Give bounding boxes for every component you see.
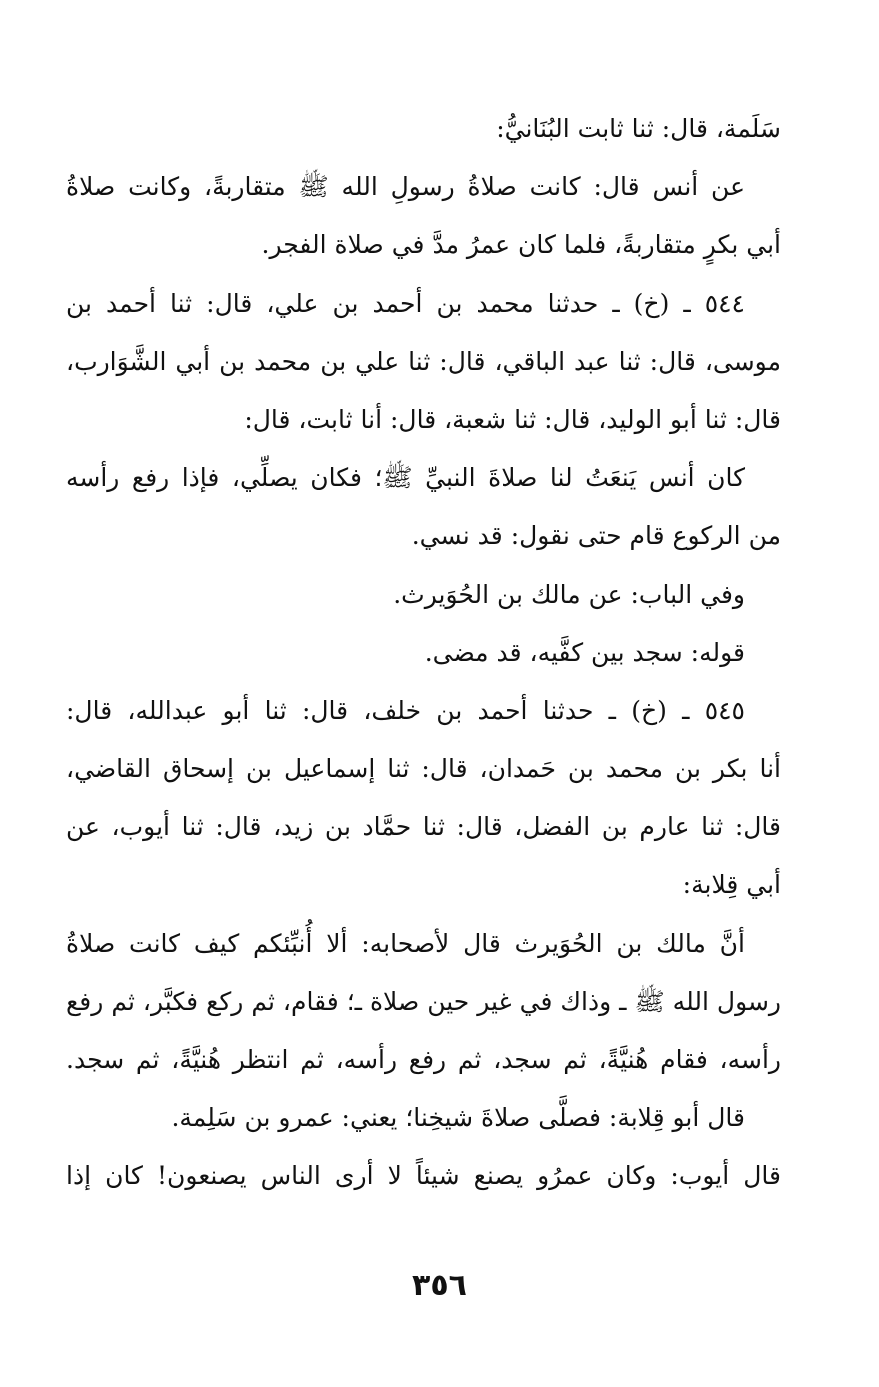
text-line: أبي بكرٍ متقاربةً، فلما كان عمرُ مدَّ في صلاة الفجر. [261, 230, 781, 260]
text-line: قال: ثنا عارم بن الفضل، قال: ثنا حمَّاد بن زيد، قال: ثنا أيوب، عن [66, 812, 781, 842]
text-line: قال أيوب: وكان عمرُو يصنع شيئاً لا أرى الناس يصنعون! كان إذا [66, 1161, 781, 1191]
text-line: أنا بكر بن محمد بن حَمدان، قال: ثنا إسماعيل بن إسحاق القاضي، [66, 754, 781, 784]
body-text [66, 100, 781, 1206]
text-line: من الركوع قام حتى نقول: قد نسي. [411, 521, 781, 551]
text-line: قال أبو قِلابة: فصلَّى صلاةَ شيخِنا؛ يعني: عمرو بن سَلِمة. [171, 1103, 745, 1133]
hadith-number-line: ٥٤٥ ـ (خ) ـ حدثنا أحمد بن خلف، قال: ثنا أبو عبدالله، قال: [66, 695, 745, 725]
text-line: وفي الباب: عن مالك بن الحُوَيرث. [393, 579, 745, 609]
text-line: رأسه، فقام هُنيَّةً، ثم سجد، ثم رفع رأسه، ثم انتظر هُنيَّةً، ثم سجد. [66, 1045, 781, 1074]
text-line: أبي قِلابة: [682, 870, 781, 900]
text-line: كان أنس يَنعَتُ لنا صلاةَ النبيِّ ﷺ؛ فكان يصلِّي، فإذا رفع رأسه [66, 463, 745, 493]
hadith-number-line: ٥٤٤ ـ (خ) ـ حدثنا محمد بن أحمد بن علي، قال: ثنا أحمد بن [66, 288, 745, 318]
text-line: قوله: سجد بين كفَّيه، قد مضى. [424, 637, 745, 667]
text-line: سَلَمة، قال: ثنا ثابت البُنَانيُّ: [496, 114, 781, 143]
text-line: أنَّ مالك بن الحُوَيرث قال لأصحابه: ألا أُنبِّئكم كيف كانت صلاةُ [66, 928, 745, 958]
text-line: رسول الله ﷺ ـ وذاك في غير حين صلاة ـ؛ فقام، ثم ركع فكبَّر، ثم رفع [66, 986, 781, 1016]
text-line: قال: ثنا أبو الوليد، قال: ثنا شعبة، قال: أنا ثابت، قال: [244, 404, 781, 434]
text-line: عن أنس قال: كانت صلاةُ رسولِ الله ﷺ متقاربةً، وكانت صلاةُ [66, 172, 745, 202]
text-line: موسى، قال: ثنا عبد الباقي، قال: ثنا علي بن محمد بن أبي الشَّوَارب، [66, 346, 781, 376]
page-number: ٣٥٦ [412, 1268, 467, 1303]
